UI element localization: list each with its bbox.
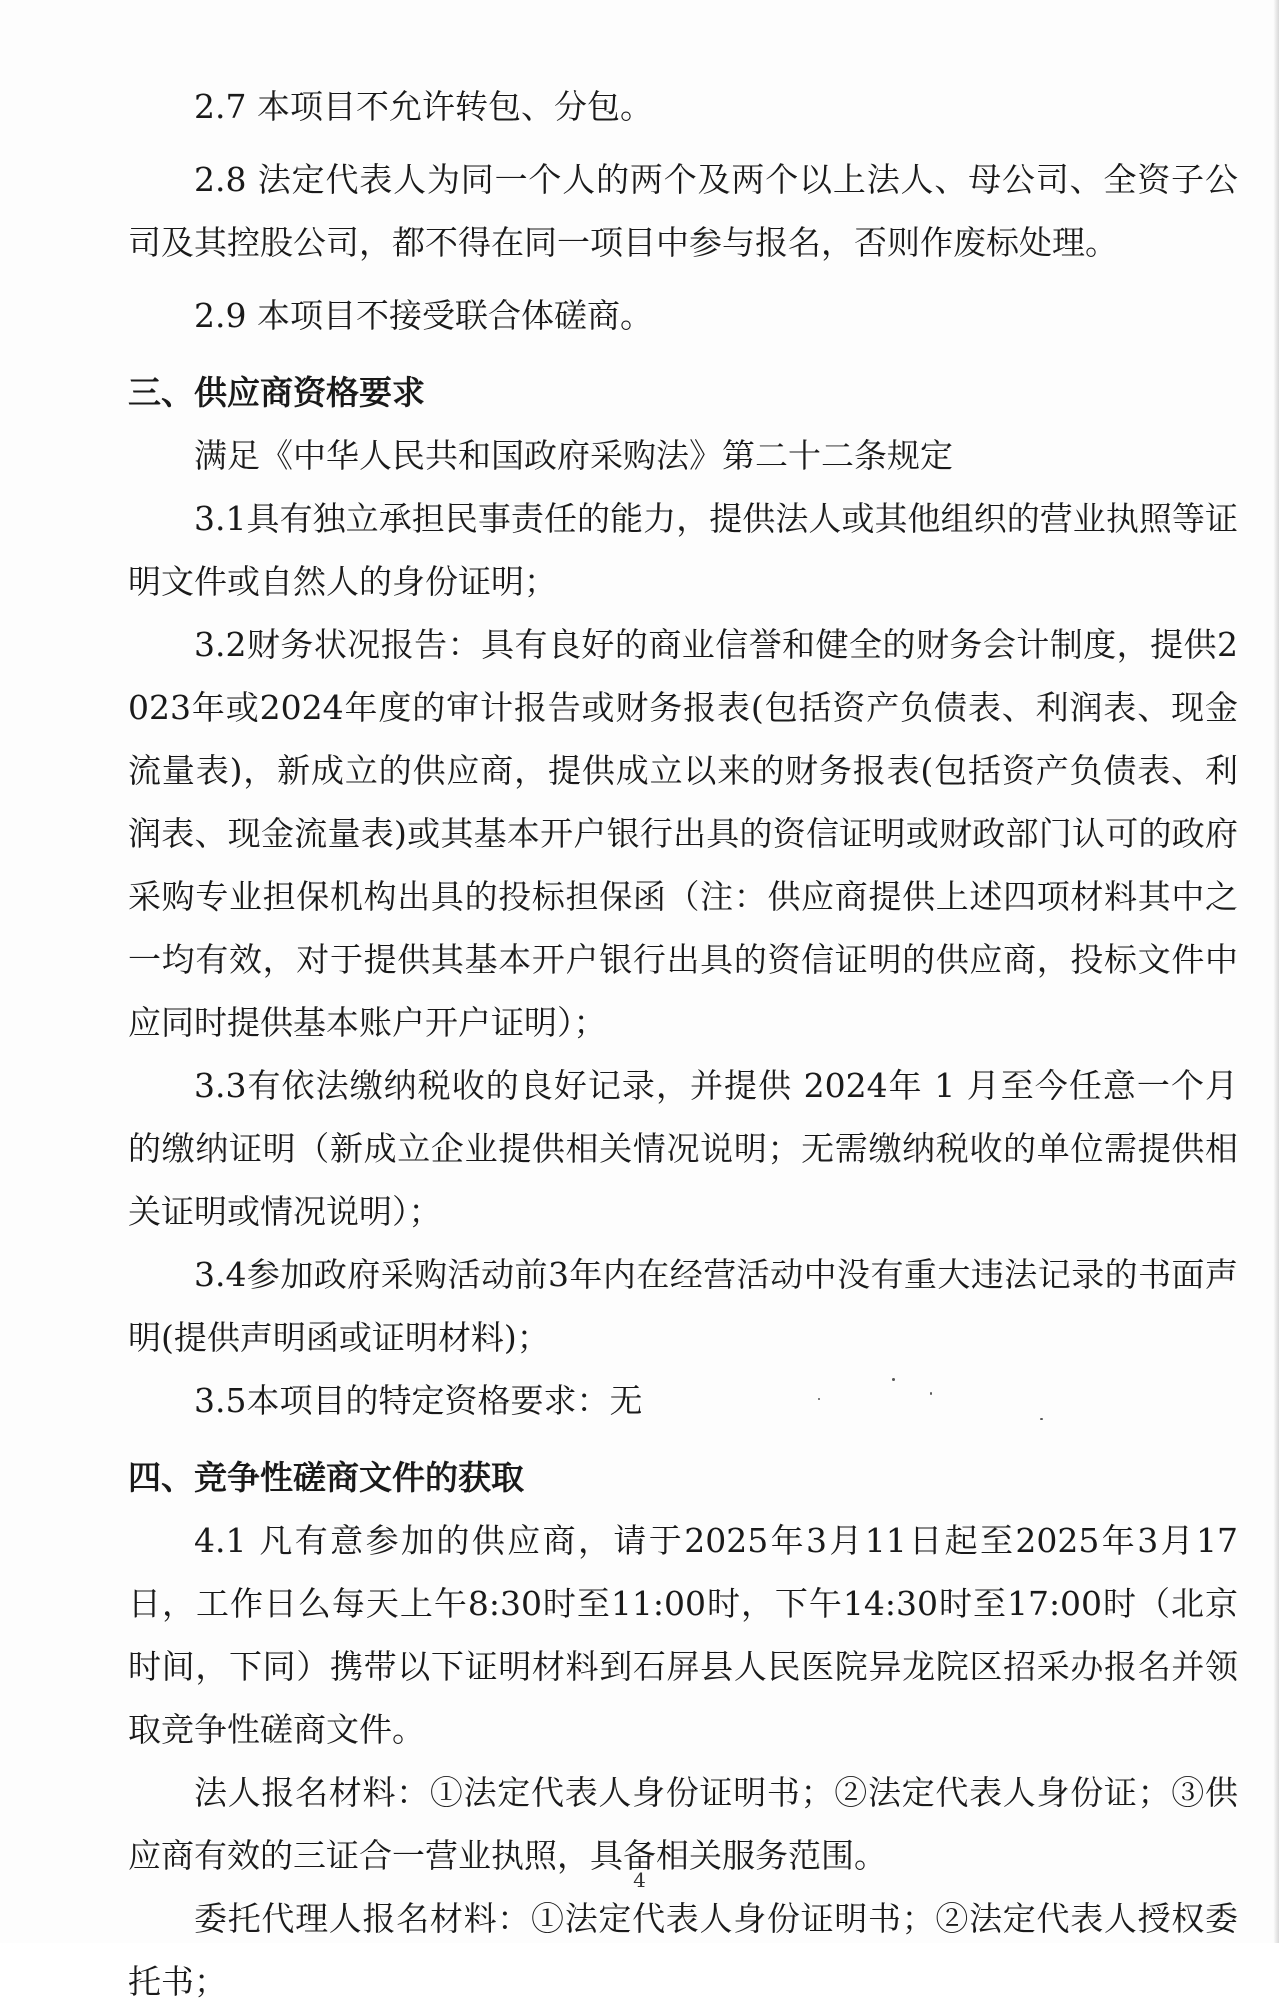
clause-3-1: 3.1具有独立承担民事责任的能力，提供法人或其他组织的营业执照等证明文件或自然人的身份证明； [128,499,1238,601]
legal-person-materials: 法人报名材料：①法定代表人身份证明书；②法定代表人身份证；③供应商有效的三证合一营业执照，具备相关服务范围。 [128,1773,1238,1875]
clause-3-5: 3.5本项目的特定资格要求：无 [194,1381,643,1420]
section-3-heading: 三、供应商资格要求 [128,373,425,412]
page-number: 4 [633,1868,646,1892]
clause-2-7: 2.7 本项目不允许转包、分包。 [194,87,653,126]
document-body [128,75,1238,2013]
scan-speck [892,1378,895,1381]
clause-3-3: 3.3有依法缴纳税收的良好记录，并提供 2024年 1 月至今任意一个月的缴纳证明（新成立企业提供相关情况说明；无需缴纳税收的单位需提供相关证明或情况说明）； [128,1066,1238,1231]
agent-materials: 委托代理人报名材料：①法定代表人身份证明书；②法定代表人授权委托书； [128,1899,1238,2001]
clause-2-9: 2.9 本项目不接受联合体磋商。 [194,296,653,335]
page-edge-shadow [1273,0,1279,1943]
section-4-heading: 四、竞争性磋商文件的获取 [128,1458,524,1497]
clause-3-2: 3.2财务状况报告：具有良好的商业信誉和健全的财务会计制度，提供2023年或2024年度的审计报告或财务报表(包括资产负债表、利润表、现金流量表)，新成立的供应商，提供成立以来的财务报表(包括资产负债表、利润表、现金流量表)或其基本开户银行出具的资信证明或财政部门认可的政府采购专业担保机构出具的投标担保函（注：供应商提供上述四项材料其中之一均有效，对于提供其基本开户银行出具的资信证明的供应商，投标文件中应同时提供基本账户开户证明）； [128,625,1238,1042]
scan-speck [1040,1418,1043,1420]
scan-speck [930,1392,932,1395]
section-3-intro: 满足《中华人民共和国政府采购法》第二十二条规定 [194,436,953,475]
clause-2-8: 2.8 法定代表人为同一个人的两个及两个以上法人、母公司、全资子公司及其控股公司，都不得在同一项目中参与报名，否则作废标处理。 [128,160,1238,262]
clause-3-4: 3.4参加政府采购活动前3年内在经营活动中没有重大违法记录的书面声明(提供声明函或证明材料)； [128,1255,1238,1357]
scan-speck [818,1398,820,1400]
clause-4-1: 4.1 凡有意参加的供应商，请于2025年3月11日起至2025年3月17日，工作日么每天上午8:30时至11:00时，下午14:30时至17:00时（北京时间，下同）携带以下证明材料到石屏县人民医院异龙院区招采办报名并领取竞争性磋商文件。 [128,1521,1238,1749]
